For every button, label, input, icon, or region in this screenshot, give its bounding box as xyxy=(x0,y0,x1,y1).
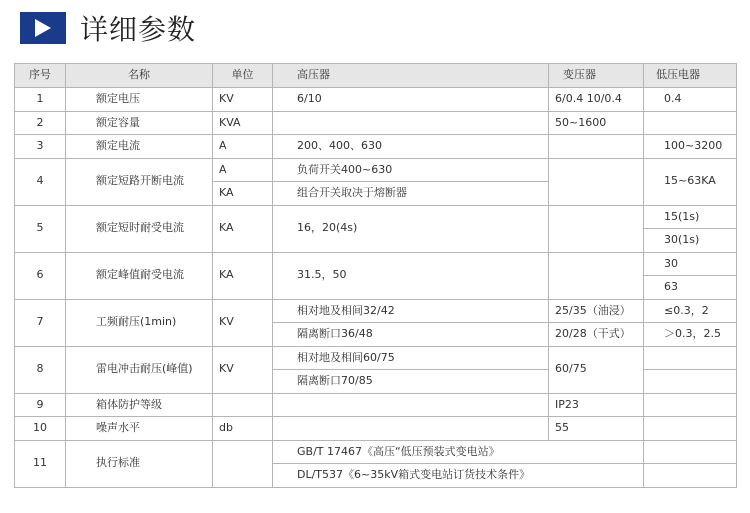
row-no: 4 xyxy=(15,158,66,205)
row-name: 额定短时耐受电流 xyxy=(66,205,213,252)
section-header xyxy=(20,8,196,48)
table-row xyxy=(15,252,737,276)
row-tr xyxy=(549,205,644,252)
row-lv: ＞0.3，2.5 xyxy=(644,323,737,347)
col-header-hv: 高压器 xyxy=(273,64,549,88)
page-title: 详细参数 xyxy=(80,13,197,46)
row-tr: 60/75 xyxy=(549,346,644,393)
row-lv: 30(1s) xyxy=(644,229,737,253)
row-unit: A xyxy=(213,135,273,159)
row-lv xyxy=(644,393,737,417)
row-no: 9 xyxy=(15,393,66,417)
row-hv: 隔离断口36/48 xyxy=(273,323,549,347)
play-arrow-icon xyxy=(20,12,66,44)
row-name: 额定短路开断电流 xyxy=(66,158,213,205)
row-lv: 15(1s) xyxy=(644,205,737,229)
row-no: 5 xyxy=(15,205,66,252)
row-tr: 55 xyxy=(549,417,644,441)
row-no: 10 xyxy=(15,417,66,441)
row-name: 执行标准 xyxy=(66,440,213,487)
row-tr: 50~1600 xyxy=(549,111,644,135)
table-row xyxy=(15,111,737,135)
row-unit: KVA xyxy=(213,111,273,135)
row-name: 雷电冲击耐压(峰值) xyxy=(66,346,213,393)
table-header-row xyxy=(15,64,737,88)
row-tr: 25/35（油浸） xyxy=(549,299,644,323)
row-unit: KV xyxy=(213,346,273,393)
row-no: 3 xyxy=(15,135,66,159)
row-no: 6 xyxy=(15,252,66,299)
table-row xyxy=(15,299,737,323)
col-header-tr: 变压器 xyxy=(549,64,644,88)
row-no: 1 xyxy=(15,88,66,112)
row-hv: 200、400、630 xyxy=(273,135,549,159)
row-name: 额定峰值耐受电流 xyxy=(66,252,213,299)
row-name: 箱体防护等级 xyxy=(66,393,213,417)
table-row xyxy=(15,88,737,112)
table-row xyxy=(15,393,737,417)
row-hv xyxy=(273,111,549,135)
row-lv xyxy=(644,464,737,488)
col-header-name: 名称 xyxy=(66,64,213,88)
row-lv xyxy=(644,111,737,135)
row-lv: 15~63KA xyxy=(644,158,737,205)
col-header-no: 序号 xyxy=(15,64,66,88)
row-unit xyxy=(213,440,273,487)
row-hv: 16，20(4s) xyxy=(273,205,549,252)
row-unit: KV xyxy=(213,299,273,346)
row-name: 额定电压 xyxy=(66,88,213,112)
row-hv: 31.5，50 xyxy=(273,252,549,299)
row-hv: 相对地及相间32/42 xyxy=(273,299,549,323)
row-tr: 20/28（干式） xyxy=(549,323,644,347)
row-unit: A xyxy=(213,158,273,182)
row-unit: db xyxy=(213,417,273,441)
row-no: 2 xyxy=(15,111,66,135)
row-hv: 组合开关取决于熔断器 xyxy=(273,182,549,206)
row-hv: 相对地及相间60/75 xyxy=(273,346,549,370)
row-no: 8 xyxy=(15,346,66,393)
row-hv xyxy=(273,393,549,417)
row-name: 额定电流 xyxy=(66,135,213,159)
table-row xyxy=(15,417,737,441)
row-tr xyxy=(549,135,644,159)
row-lv: ≤0.3，2 xyxy=(644,299,737,323)
row-name: 额定容量 xyxy=(66,111,213,135)
row-name: 工频耐压(1min) xyxy=(66,299,213,346)
row-tr xyxy=(549,158,644,205)
table-row xyxy=(15,158,737,182)
col-header-unit: 单位 xyxy=(213,64,273,88)
row-hv: 6/10 xyxy=(273,88,549,112)
row-lv: 0.4 xyxy=(644,88,737,112)
row-lv: 63 xyxy=(644,276,737,300)
row-tr xyxy=(549,252,644,299)
row-lv: 100~3200 xyxy=(644,135,737,159)
row-standard: DL/T537《6~35kV箱式变电站订货技术条件》 xyxy=(273,464,644,488)
table-row xyxy=(15,205,737,229)
row-unit: KA xyxy=(213,205,273,252)
row-unit xyxy=(213,393,273,417)
row-hv xyxy=(273,417,549,441)
row-tr: IP23 xyxy=(549,393,644,417)
row-no: 11 xyxy=(15,440,66,487)
col-header-lv: 低压电器 xyxy=(644,64,737,88)
row-standard: GB/T 17467《高压“低压预装式变电站》 xyxy=(273,440,644,464)
row-tr: 6/0.4 10/0.4 xyxy=(549,88,644,112)
row-lv xyxy=(644,346,737,370)
row-lv xyxy=(644,440,737,464)
table-row xyxy=(15,135,737,159)
parameters-table xyxy=(14,63,737,488)
row-hv: 负荷开关400~630 xyxy=(273,158,549,182)
row-no: 7 xyxy=(15,299,66,346)
table-row xyxy=(15,440,737,464)
row-unit: KA xyxy=(213,252,273,299)
row-name: 噪声水平 xyxy=(66,417,213,441)
row-lv xyxy=(644,370,737,394)
row-unit: KA xyxy=(213,182,273,206)
row-lv: 30 xyxy=(644,252,737,276)
row-unit: KV xyxy=(213,88,273,112)
table-row xyxy=(15,346,737,370)
row-hv: 隔离断口70/85 xyxy=(273,370,549,394)
row-lv xyxy=(644,417,737,441)
